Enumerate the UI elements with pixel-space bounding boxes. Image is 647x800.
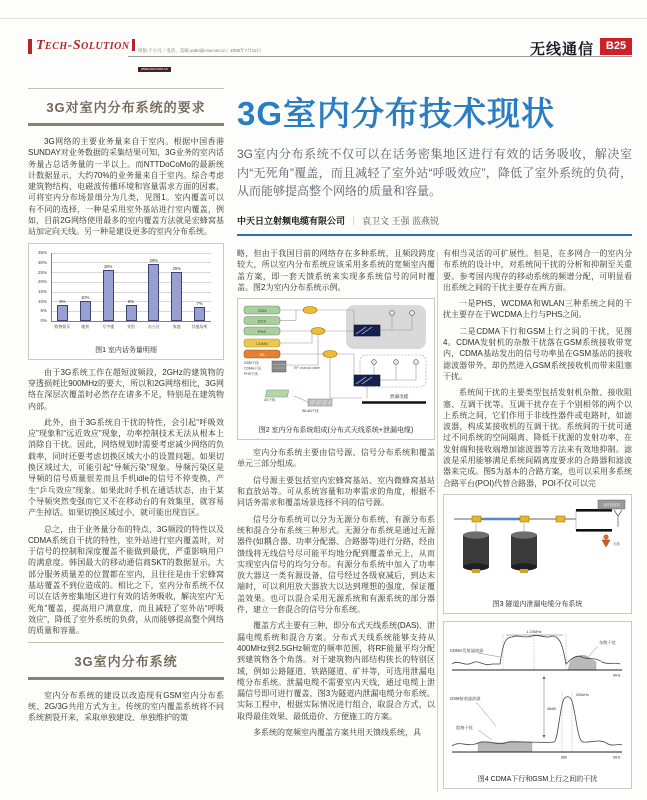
chart-ytick: 0%: [40, 318, 47, 324]
page-edge-line: [0, 18, 647, 19]
chart-vlabel: 10%: [81, 295, 90, 301]
chart-axis-y: [51, 253, 52, 321]
chart-ytick: 15%: [37, 289, 47, 295]
article-deck: 3G室内分布系统不仅可以在话务密集地区进行有效的话务吸收，解决室内“无死角”覆盖，而且减轻了室外站“呼吸效应”，降低了室外系统的负荷，从而能够提高整个网络的质量和容量。: [237, 147, 632, 198]
iso-arrowhead: [543, 676, 546, 679]
figure4-caption: 图4 CDMA下行和GSM上行之间的干扰: [477, 775, 598, 783]
combiner-icons: [303, 307, 337, 358]
isolation-label: 45dB: [547, 706, 556, 711]
website-label: www.cnw.com.cn: [138, 67, 171, 72]
paragraph: 此外，由于3G系统自干扰的特性，会引起“呼吸效应”现象和“远近效应”现象，功率控制技术无法从根本上消除自干扰。因此，网络规划时需要考虑减少网络的负载率，同时还要考虑切换区域大小的设置问题。如果切换区域过大，可能引起“导频污染”现象。导频污染区是导频的信号质量很差而且手机idle的信号不停变换，产生“乒乓效应”现象。如果此时手机在通话状态，由于某个导频突然变强而它又不在移动台的有效集里，就容易产生掉话。如果切换区域过小，就可能出现盲区。: [28, 417, 224, 518]
byline: [237, 214, 632, 236]
article-title-block: [237, 88, 632, 236]
figure3-box: [443, 494, 632, 614]
column-middle: [237, 248, 435, 743]
figure2-diagram: [242, 303, 430, 417]
chart-ytick: 35%: [37, 250, 47, 256]
chart-ytick: 20%: [37, 279, 47, 285]
paragraph: 略，但由于我国目前的网络存在多种系统，且频段跨度较大，所以室内分布系统应该采用多系统的宽频室内覆盖方案，即一套天馈系统来实现多系统信号的同时覆盖。图2为室内分布系统示例。: [237, 249, 435, 292]
axis-unit-bottom: MHz: [613, 755, 621, 760]
figure1-box: [28, 243, 224, 360]
bandwidth-top-label: 1.23MHz: [526, 629, 542, 634]
source-label: PHS: [257, 329, 267, 335]
trunk-label: GSM干线: [244, 361, 259, 366]
figure3-diagram: [448, 499, 627, 591]
chart-clabel: 写字楼: [102, 323, 115, 329]
equipment-cylinder-icons: [463, 531, 537, 573]
section-heading-3g-indoor-system: 3G室内分布系统: [28, 642, 224, 680]
chart-gline: [51, 282, 211, 283]
source-label: 3G: [259, 352, 265, 358]
chart-bar: [194, 307, 205, 321]
dashed-guides-bottom: [562, 692, 572, 752]
byline-organization: 中天日立射频电缆有限公司: [237, 215, 346, 226]
trunk-label: 3G干线: [264, 398, 276, 403]
chart-clabel: 家庭: [172, 323, 181, 329]
brand-bar-icon: [28, 39, 32, 54]
section-heading-requirements: 3G对室内分布系统的要求: [28, 88, 224, 126]
chart-clabel: 宾馆: [126, 323, 135, 329]
source-label: DCS: [257, 318, 267, 324]
gsm-rx-curve: [452, 697, 622, 746]
editor-meta: 组版:于小凡｜电话、美编 yatm@cnw.net.cn｜2006年7月12日: [138, 48, 262, 53]
chart-vlabel: 29%: [149, 258, 159, 264]
column-right: [443, 248, 632, 796]
chart-axis-x: [51, 321, 211, 322]
spurious-label: 杂散干扰: [599, 639, 616, 645]
chart-clabel: 其他场所: [191, 323, 208, 329]
paragraph: 由于3G系统工作在超短波频段，2GHz的建筑物的穿透损耗比900MHz的要大，所以和2G网络相比，3G网络在深层次覆盖时必然存在诸多不足，特别是在建筑物内部。: [28, 367, 224, 411]
chart-ytick: 10%: [37, 298, 47, 304]
paragraph: 有相当灵活的可扩展性。但是，在多网合一的室内分布系统的设计中，对系统间干扰的分析和抑制至关重要。参考国内现存的移动系统的频谱分配，可明显看出系统之间的干扰主要存在两方面。: [443, 249, 632, 292]
chart-clabel: 办公区: [147, 323, 160, 329]
masthead-meta: [132, 39, 261, 75]
paragraph: 3G网络的主要业务量来自于室内。根据中国香港SUNDAY对业务数据的采集结果可知，3G业务的室内话务量占总话务量的一半以上。而NTTDoCoMo的最新统计数据显示，大约70%的业务量来自于室内。综合考虑建筑物结构、电磁波传播环境和容量需求方面的因素，可将室内分布场景细分为几类，见图1。室内覆盖可以有不同的选择，一种是采用室外基站进行室内覆盖，例如，目前2G网络使用最多的室内覆盖方法就是宏蜂窝基站加定向天线。另一种是建设更多的室内分布系统。: [28, 137, 224, 237]
chart-clabel: 购物娱乐: [54, 323, 71, 329]
leaky-cable-runs: [576, 509, 612, 532]
page-title: 3G室内分布技术现状: [237, 95, 556, 132]
bar-chart-indoor-traffic: [33, 248, 219, 342]
column-divider: [437, 252, 438, 792]
gsm-rx-filter-label: GSM接收滤波器: [450, 695, 481, 701]
signal-source-boxes: [244, 306, 280, 358]
source-label: CDMA: [256, 341, 268, 347]
chart-gline: [51, 262, 211, 263]
chart-clabel: 地铁: [81, 323, 90, 329]
figure4-diagram: [448, 626, 627, 766]
page-number-badge: B25: [600, 38, 632, 55]
byline-authors: 袁卫文 王强 蓝燕锐: [362, 215, 440, 226]
figure2-caption: 图2 室内分布系统组成(分布式天线系统+泄漏电缆): [258, 427, 414, 435]
poi-combiner-units: [354, 325, 380, 386]
trunk-label: CDMA干线: [244, 366, 261, 371]
axis-unit-top: MHz: [613, 673, 621, 678]
chart-gline: [51, 272, 211, 273]
meta-bar-icon: [132, 39, 135, 51]
pointer-line: [476, 702, 496, 726]
paragraph: 信号分布系统可以分为无源分布系统、有源分布系统和混合分布系统三种形式。无源分布系统是通过无源器件(如耦合器、功率分配器、合路器等)进行分路，经由馈线将无线信号尽可能平均地分配到覆盖单元上，从而实现室内信号的均匀分布。有源分布系统中加入了功率放大器这一类有源设备，信号经过各级衰减后，到达末端时，可以利用放大器放大以达到理想的强度，保证覆盖效果。也可以混合采用无源系统和有源系统的部分器件，建立一套混合的信号分布系统。: [237, 514, 435, 615]
paragraph: 系统间干扰的主要类型包括发射机杂散、接收阻塞、互调干扰等。互调干扰存在于个别相邻的两个以上系统之间，它们作用于非线性器件或电路时，如滤波器，构成某接收机的互调干扰。系统间的干扰可通过不同系统的空间隔离、降低干扰源的发射功率、在发射端和接收端增加滤波器等方法来有效地抑制。滤波是采用能够满足系统间隔离度要求的合路器和滤波器来完成。图5为基本的合路方案，也可以采用多系统合路平台(POI)代替合路器，POI不仅可以完: [443, 388, 632, 488]
byline-separator: ｜: [349, 215, 359, 226]
paragraph: 室内分布系统的建设以改造现有GSM室内分布系统、2G/3G共用方式为主。传统的室内覆盖系统将不同系统割裂开来，采取单独建设、单独维护的策: [28, 690, 224, 723]
freq-tick-label: 880: [561, 755, 567, 760]
chart-gline: [51, 292, 211, 293]
bandwidth-bottom-label: 200kHz: [576, 692, 589, 697]
chart-bar: [103, 270, 114, 321]
iso-arrowhead: [543, 735, 546, 738]
chart-bar: [148, 264, 159, 320]
repeater-label: 光纤直放站: [603, 503, 620, 508]
paragraph: 多系统的宽频室内覆盖方案共用天馈线系统，具: [253, 728, 421, 738]
figure2-box: [237, 298, 435, 440]
paragraph: 信号源主要包括室内宏蜂窝基站、室内微蜂窝基站和直放站等。可从系统容量和功率需求的角度，根据不同话务需求和覆盖场景选择不同的信号源。: [237, 475, 435, 508]
paragraph: 总之，由于业务量分布的特点、3G频段的特性以及CDMA系统自干扰的特性，室外站进行室内覆盖时，对于信号的控制和深度覆盖不能做到最优，严重影响用户的满意度。韩国最大的移动通信商SKT的数据显示，大部分服务质量差的位置都在室内，且往往是由于宏蜂窝基站覆盖不到位造成的。相比之下，室内分布系统不仅可以在话务密集地区进行有效的话务吸收，解决室内“无死角”覆盖，提高用户满意度，而且减轻了室外站“呼吸效应”，降低了室外系统的负荷，从而能够提高整个网络的质量和容量。: [28, 524, 224, 636]
blocking-label: 阻塞干扰: [456, 724, 473, 730]
chart-bar: [80, 301, 91, 320]
section-name: 无线通信: [529, 42, 594, 58]
column-left: [28, 88, 224, 728]
paragraph: 一是PHS、WCDMA和WLAN三种系统之间的干扰主要存在于WCDMA上行与PHS之间。: [443, 299, 632, 320]
source-label: GSM: [257, 308, 267, 314]
chart-ytick: 30%: [37, 259, 47, 265]
chart-ytick: 5%: [40, 308, 47, 314]
pointer-line: [478, 653, 500, 657]
paragraph: 覆盖方式主要有三种，即分布式天线系统(DAS)、泄漏电缆系统和混合方案。分布式天线系统能够支持从400MHz到2.5GHz频宽的频率范围，将RF能量平均分配到建筑物各个角落。对于建筑物内部结构狭长的特别区域，例如公路隧道、铁路隧道、矿井等，可选用泄漏电缆分布系统。泄漏电缆不需要室内天线，通过电缆上泄漏信号即可进行覆盖，图3为隧道内泄漏电缆分布系统。实际工程中，根据实际情况进行组合，取混合方式，以取得最佳效果、最低造价、方便施工的方案。: [237, 621, 435, 721]
cdma-tx-filter-label: CDMA发射滤波器: [450, 647, 484, 653]
chart-ytick: 25%: [37, 269, 47, 275]
rf-cable-label: RF coaxial cable: [294, 366, 320, 371]
leaky-cable-label: 泄漏电缆: [390, 394, 409, 400]
pointer-line: [478, 730, 492, 740]
figure4-box: [443, 621, 632, 789]
figure3-caption: 图3 隧道内泄漏电缆分布系统: [492, 600, 583, 608]
chart-vlabel: 8%: [127, 299, 135, 305]
chart-bar: [126, 305, 137, 321]
chart-gline: [51, 253, 211, 254]
paragraph: 二是CDMA下行和GSM上行之间的干扰，见图4。CDMA发射机的杂散干扰落在GSM系统接收带宽内，CDMA基站发出的信号功率虽在GSM基站的接收滤波器带外，却仍然进入GSM系统接收机而带来阻塞干扰。: [443, 326, 632, 381]
chart-vlabel: 8%: [59, 299, 66, 305]
brand-name: Tech-Solution: [36, 38, 130, 53]
trunk-label: WLAN干线: [302, 409, 319, 414]
chart-vlabel: 25%: [172, 266, 181, 272]
antenna-label: 天线: [613, 541, 620, 546]
masthead: [28, 38, 632, 71]
chart-vlabel: 26%: [103, 264, 113, 270]
chart-bar: [171, 272, 182, 321]
paragraph: 室内分布系统主要由信号源、信号分布系统和覆盖单元三部分组成。: [237, 448, 435, 469]
pointer-line: [589, 646, 598, 656]
dashed-guides-top: [503, 634, 566, 670]
figure1-caption: 图1 室内话务量明细: [95, 346, 157, 354]
chart-vlabel: 7%: [196, 301, 203, 307]
chart-bar: [57, 305, 68, 321]
masthead-brand: [28, 38, 130, 54]
trunk-label: PHS干线: [244, 372, 258, 377]
